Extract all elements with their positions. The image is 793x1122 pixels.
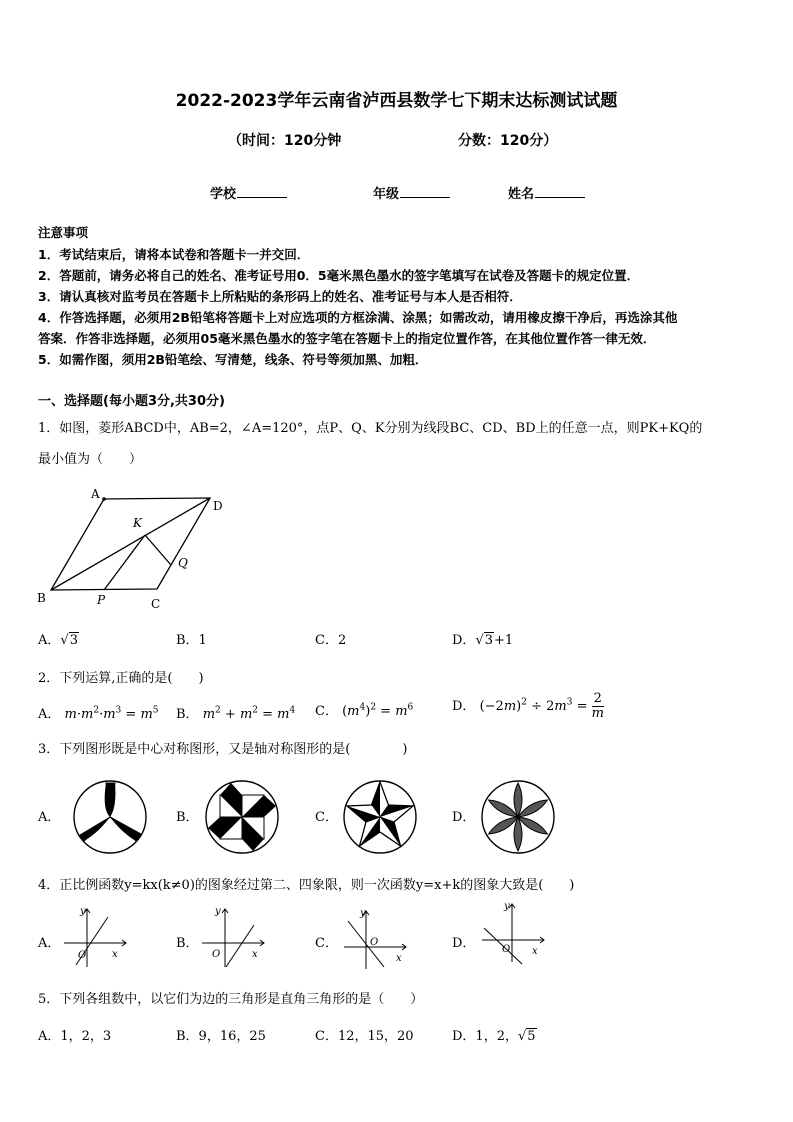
q2-option-a[interactable]: A． $m\cdot m^2\cdot m^3 = m^5$ (38, 705, 159, 722)
pinwheel-figure[interactable] (204, 777, 280, 857)
label-k: K (133, 516, 142, 530)
graph-b[interactable] (198, 903, 268, 971)
svg-text:x: x (396, 953, 402, 964)
label-q: Q (178, 556, 188, 570)
q1-option-b[interactable]: B．1 (176, 633, 207, 648)
q2-option-c[interactable]: C． $(m^4)^2 = m^6$ (315, 702, 414, 719)
q4-option-d-label[interactable]: D． (452, 936, 476, 951)
graph-c[interactable] (340, 903, 410, 971)
svg-text:x: x (532, 946, 538, 957)
segment-kq (145, 535, 171, 565)
q1-option-a[interactable]: A．√3 (38, 633, 78, 648)
notice-item: 4．作答选择题，必须用2B铅笔将答题卡上对应选项的方框涂满、涂黑；如需改动，请用橡皮擦干净后，再选涂其他 (38, 310, 678, 325)
q4-option-c-label[interactable]: C． (315, 936, 338, 951)
q4-option-b-label[interactable]: B． (176, 936, 199, 951)
grade-field (373, 183, 450, 202)
notice-item: 答案．作答非选择题，必须用05毫米黑色墨水的签字笔在答题卡上的指定位置作答，在其他位置作答一律无效． (38, 331, 656, 346)
notice-item: 1．考试结束后，请将本试卷和答题卡一并交回． (38, 247, 310, 262)
propeller-figure[interactable] (72, 777, 148, 857)
q3-option-c-label[interactable]: C． (315, 810, 338, 825)
q1-stem-line2: 最小值为（ ） (38, 452, 143, 467)
school-blank[interactable] (237, 185, 287, 198)
rhombus-figure (30, 480, 240, 615)
name-label: 姓名 (508, 187, 535, 202)
point-a-dot (102, 497, 106, 501)
exam-time: （时间：120分钟 (228, 133, 342, 149)
notice-heading: 注意事项 (38, 225, 89, 240)
section-heading: 一、选择题(每小题3分,共30分) (38, 394, 225, 409)
grade-label: 年级 (373, 187, 400, 202)
label-p: P (97, 593, 106, 607)
q2-option-b[interactable]: B． $m^2 + m^2 = m^4$ (176, 705, 296, 722)
q3-option-d-label[interactable]: D． (452, 810, 476, 825)
q3-stem: 3．下列图形既是中心对称图形，又是轴对称图形的是( ) (38, 742, 408, 757)
svg-text:O: O (370, 937, 379, 948)
svg-text:y: y (360, 908, 366, 919)
svg-text:y: y (504, 901, 510, 912)
label-d: D (213, 499, 223, 513)
svg-text:O: O (502, 944, 511, 955)
svg-text:O: O (78, 950, 87, 961)
q5-option-c[interactable]: C．12，15，20 (315, 1029, 414, 1044)
svg-text:x: x (112, 949, 118, 960)
q5-option-d[interactable]: D．1，2，√5 (452, 1029, 536, 1044)
q1-option-d[interactable]: D．√3+1 (452, 633, 514, 648)
label-a: A (91, 487, 100, 501)
school-field (210, 183, 287, 202)
school-label: 学校 (210, 187, 237, 202)
name-blank[interactable] (535, 185, 585, 198)
diagonal-bd (51, 498, 210, 590)
q5-option-a[interactable]: A．1，2，3 (38, 1029, 112, 1044)
exam-score: 分数：120分） (458, 133, 558, 149)
graph-b-line (226, 925, 254, 967)
svg-text:O: O (212, 949, 221, 960)
q2-option-d[interactable]: D． $(-2m)^2 \div 2m^3$ = $\frac{2}{m}$ (452, 691, 604, 721)
graph-d[interactable] (478, 900, 548, 972)
q1-option-c[interactable]: C．2 (315, 633, 347, 648)
label-b: B (37, 591, 46, 605)
graph-a[interactable] (60, 903, 130, 971)
segment-pk (104, 535, 145, 590)
page-title: 2022-2023学年云南省泸西县数学七下期末达标测试试题 (175, 91, 618, 111)
svg-text:y: y (80, 906, 86, 917)
star-figure[interactable] (342, 777, 418, 857)
notice-item: 2．答题前，请务必将自己的姓名、准考证号用0．5毫米黑色墨水的签字笔填写在试卷及答题卡的规定位置． (38, 268, 640, 283)
svg-text:y: y (215, 906, 221, 917)
q3-option-a-label[interactable]: A． (38, 810, 61, 825)
grade-blank[interactable] (400, 185, 450, 198)
notice-item: 3．请认真核对监考员在答题卡上所粘贴的条形码上的姓名、准考证号与本人是否相符． (38, 289, 522, 304)
q5-stem: 5．下列各组数中，以它们为边的三角形是直角三角形的是（ ） (38, 992, 424, 1007)
q5-option-b[interactable]: B．9，16，25 (176, 1029, 266, 1044)
q3-option-b-label[interactable]: B． (176, 810, 199, 825)
q2-stem: 2．下列运算,正确的是( ) (38, 671, 204, 686)
flower-figure[interactable] (480, 777, 556, 857)
notice-item: 5．如需作图，须用2B铅笔绘、写清楚，线条、符号等须加黑、加粗． (38, 352, 428, 367)
label-c: C (151, 597, 161, 611)
q1-stem-line1: 1．如图，菱形ABCD中，AB=2，∠A=120°，点P、Q、K分别为线段BC、CD、BD上的任意一点，则PK+KQ的 (38, 421, 703, 436)
q4-option-a-label[interactable]: A． (38, 936, 61, 951)
svg-text:x: x (252, 949, 258, 960)
q4-stem: 4．正比例函数y=kx(k≠0)的图象经过第二、四象限，则一次函数y=x+k的图象大致是( ) (38, 878, 575, 893)
name-field (508, 183, 585, 202)
